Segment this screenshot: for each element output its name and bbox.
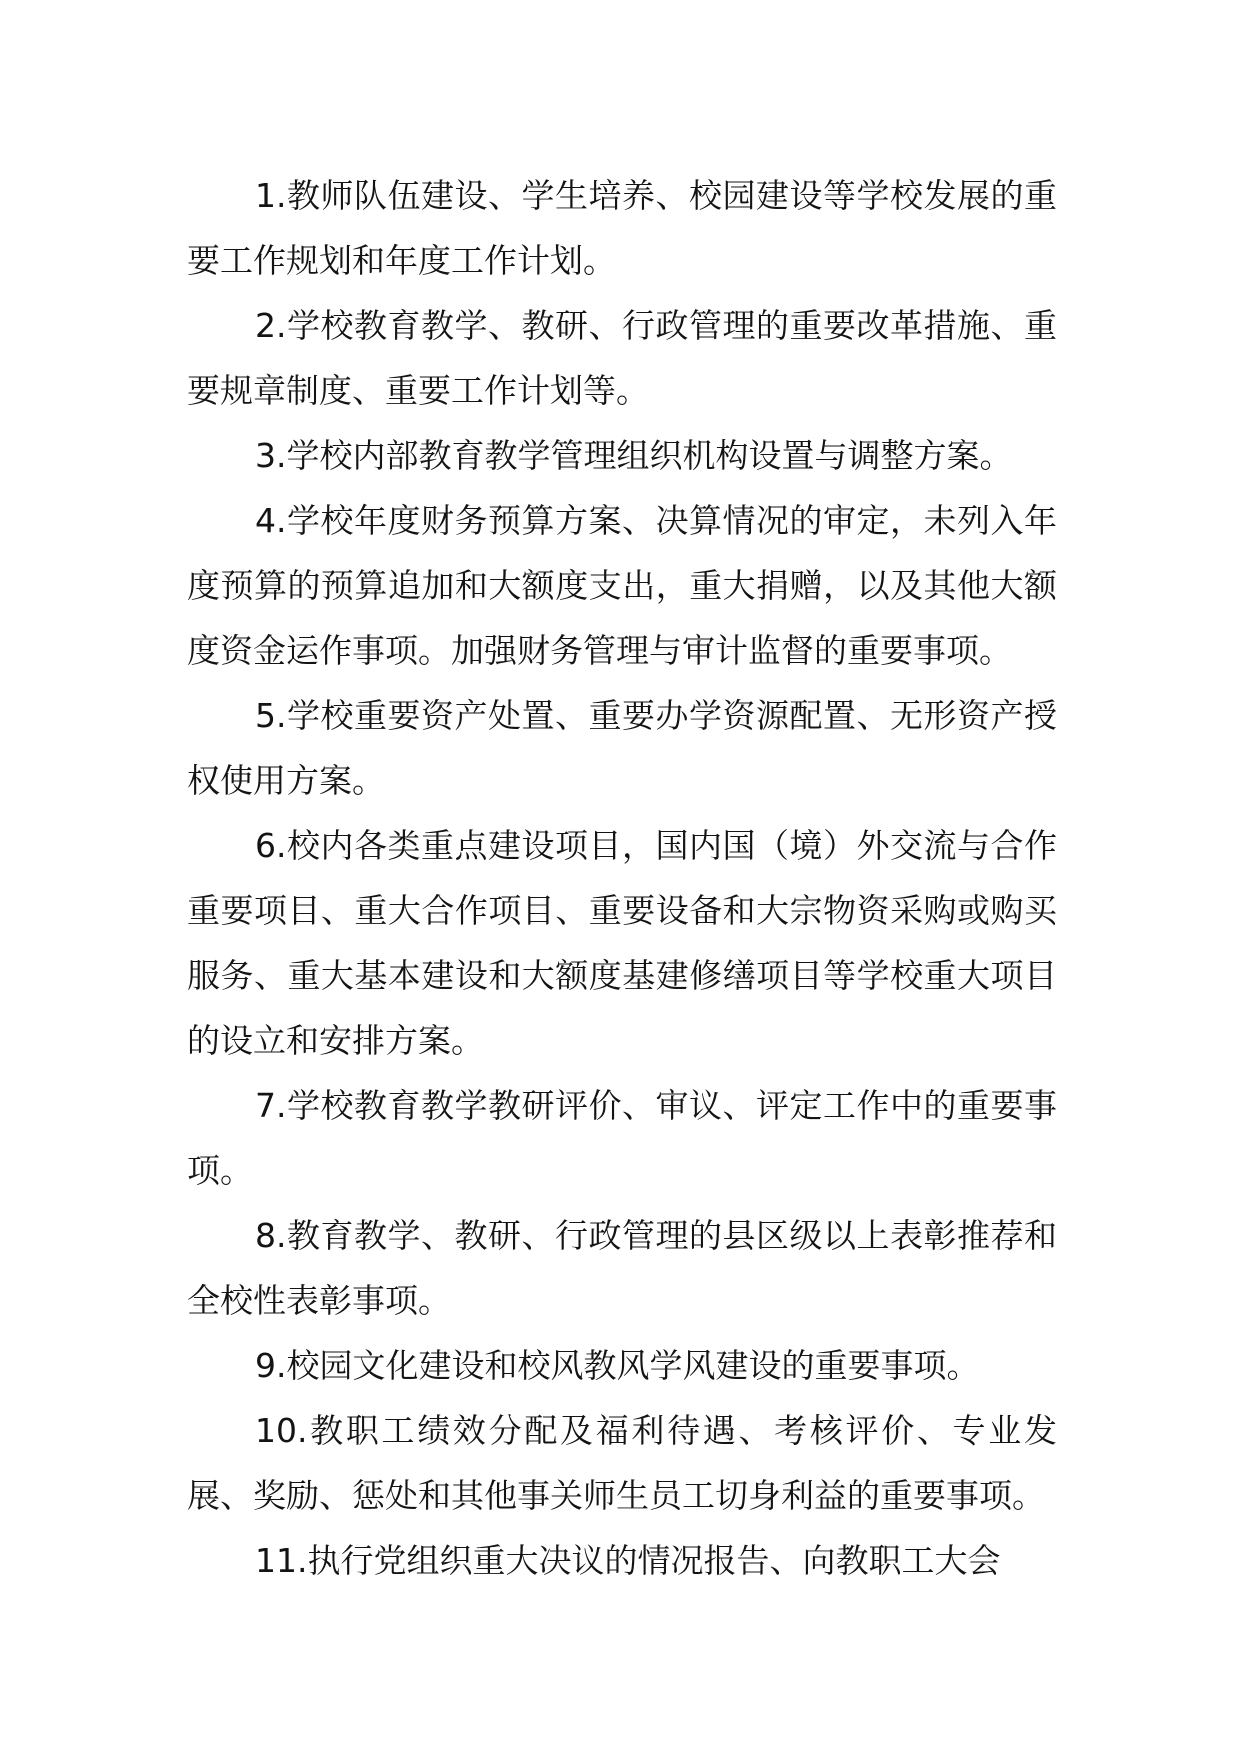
paragraph-item-8: 8.教育教学、教研、行政管理的县区级以上表彰推荐和全校性表彰事项。 (187, 1216, 1057, 1320)
paragraph-item-11: 11.执行党组织重大决议的情况报告、向教职工大会 (255, 1541, 1001, 1580)
paragraph-item-7: 7.学校教育教学教研评价、审议、评定工作中的重要事项。 (187, 1086, 1057, 1190)
document-body (187, 163, 1057, 1593)
paragraph-item-6: 6.校内各类重点建设项目，国内国（境）外交流与合作重要项目、重大合作项目、重要设备和大宗物资采购或购买服务、重大基本建设和大额度基建修缮项目等学校重大项目的设立和安排方案。 (187, 826, 1057, 1060)
paragraph-item-3: 3.学校内部教育教学管理组织机构设置与调整方案。 (255, 436, 1013, 475)
paragraph-item-9: 9.校园文化建设和校风教风学风建设的重要事项。 (255, 1346, 980, 1385)
paragraph-item-10: 10.教职工绩效分配及福利待遇、考核评价、专业发展、奖励、惩处和其他事关师生员工切身利益的重要事项。 (187, 1411, 1057, 1515)
paragraph-item-4: 4.学校年度财务预算方案、决算情况的审定，未列入年度预算的预算追加和大额度支出，重大捐赠，以及其他大额度资金运作事项。加强财务管理与审计监督的重要事项。 (187, 501, 1057, 670)
paragraph-item-2: 2.学校教育教学、教研、行政管理的重要改革措施、重要规章制度、重要工作计划等。 (187, 306, 1057, 410)
paragraph-item-1: 1.教师队伍建设、学生培养、校园建设等学校发展的重要工作规划和年度工作计划。 (187, 176, 1057, 280)
paragraph-item-5: 5.学校重要资产处置、重要办学资源配置、无形资产授权使用方案。 (187, 696, 1057, 800)
